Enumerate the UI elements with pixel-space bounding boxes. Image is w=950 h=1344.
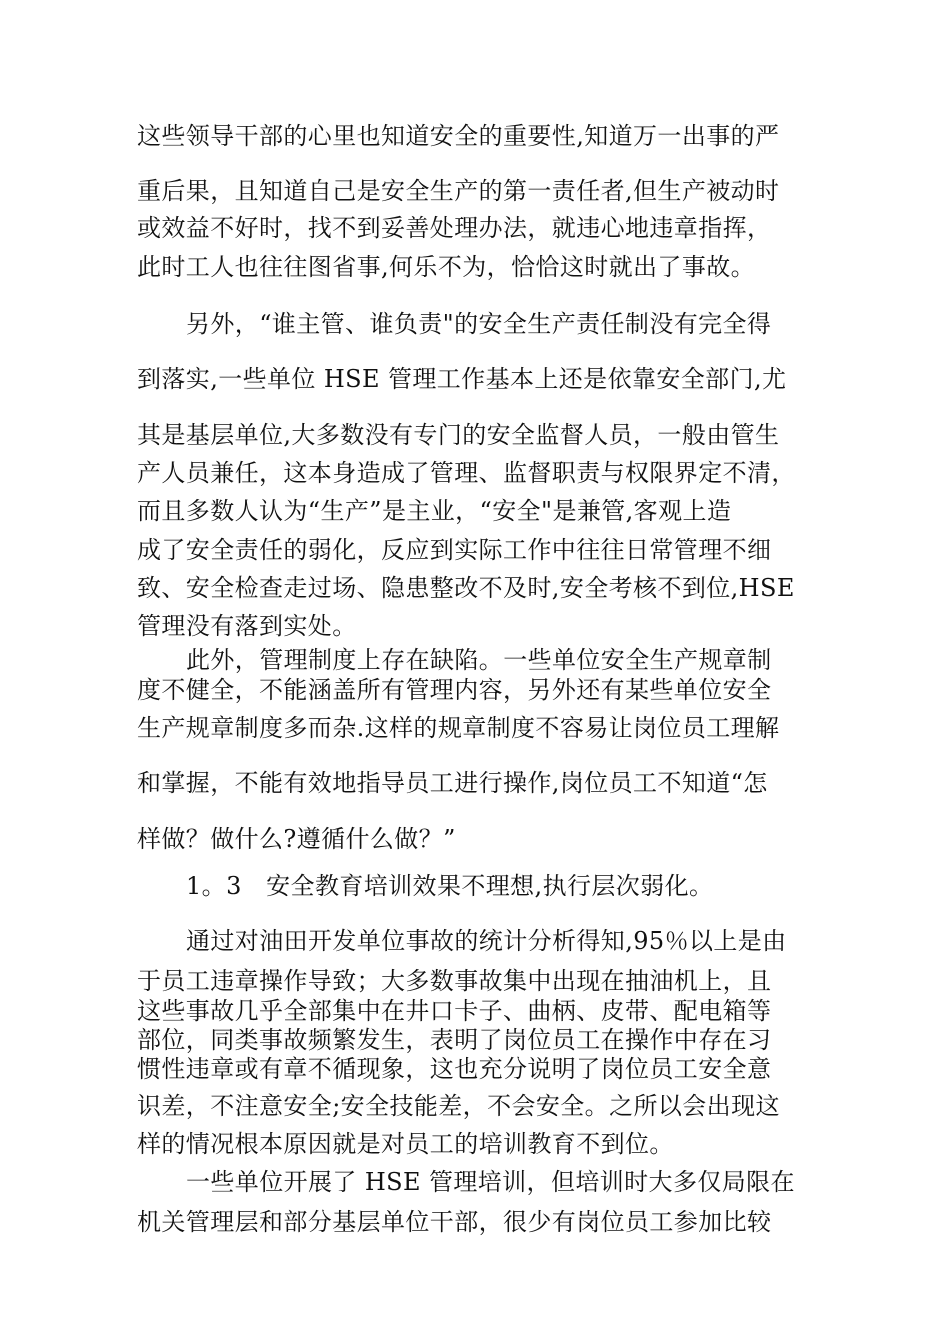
text-line-7: 其是基层单位,大多数没有专门的安全监督人员，一般由管生 (137, 421, 780, 449)
paragraph-start-line: 另外，“谁主管、谁负责"的安全生产责任制没有完全得 (186, 310, 772, 338)
text-line-10: 成了安全责任的弱化，反应到实际工作中往往日常管理不细 (137, 536, 772, 564)
text-line-8: 产人员兼任，这本身造成了管理、监督职责与权限界定不清， (137, 459, 796, 487)
text-line-6: 到落实,一些单位 HSE 管理工作基本上还是依靠安全部门,尤 (137, 365, 787, 393)
text-line-4: 此时工人也往往图省事,何乐不为，恰恰这时就出了事故。 (137, 253, 756, 281)
text-line-21: 这些事故几乎全部集中在井口卡子、曲柄、皮带、配电箱等 (137, 997, 772, 1025)
text-line-9: 而且多数人认为“生产”是主业，“安全"是兼管,客观上造 (137, 497, 732, 525)
text-line-16: 和掌握，不能有效地指导员工进行操作,岗位员工不知道“怎 (137, 769, 768, 797)
text-line-22: 部位，同类事故频繁发生，表明了岗位员工在操作中存在习 (137, 1026, 772, 1054)
text-line-2: 重后果，且知道自己是安全生产的第一责任者,但生产被动时 (137, 177, 780, 205)
text-line-14: 度不健全，不能涵盖所有管理内容，另外还有某些单位安全 (137, 676, 772, 704)
text-line-11: 致、安全检查走过场、隐患整改不及时,安全考核不到位,HSE (137, 574, 795, 602)
text-line-3: 或效益不好时，找不到妥善处理办法，就违心地违章指挥， (137, 214, 772, 242)
text-line-25: 样的情况根本原因就是对员工的培训教育不到位。 (137, 1130, 674, 1158)
text-line-24: 识差，不注意安全;安全技能差，不会安全。之所以会出现这 (137, 1092, 780, 1120)
paragraph-start-line: 一些单位开展了 HSE 管理培训，但培训时大多仅局限在 (186, 1168, 795, 1196)
text-line-23: 惯性违章或有章不循现象，这也充分说明了岗位员工安全意 (137, 1055, 772, 1083)
paragraph-start-line: 此外，管理制度上存在缺陷。一些单位安全生产规章制 (186, 646, 772, 674)
paragraph-start-line: 通过对油田开发单位事故的统计分析得知,95％以上是由 (186, 927, 787, 955)
text-line-17: 样做？做什么?遵循什么做？” (137, 825, 456, 853)
text-line-20: 于员工违章操作导致；大多数事故集中出现在抽油机上，且 (137, 967, 772, 995)
text-line-15: 生产规章制度多而杂.这样的规章制度不容易让岗位员工理解 (137, 714, 780, 742)
text-line-1: 这些领导干部的心里也知道安全的重要性,知道万一出事的严 (137, 122, 780, 150)
section-heading: 1。3 安全教育培训效果不理想,执行层次弱化。 (186, 872, 714, 900)
text-line-12: 管理没有落到实处。 (137, 612, 357, 640)
text-line-27: 机关管理层和部分基层单位干部，很少有岗位员工参加比较 (137, 1208, 772, 1236)
